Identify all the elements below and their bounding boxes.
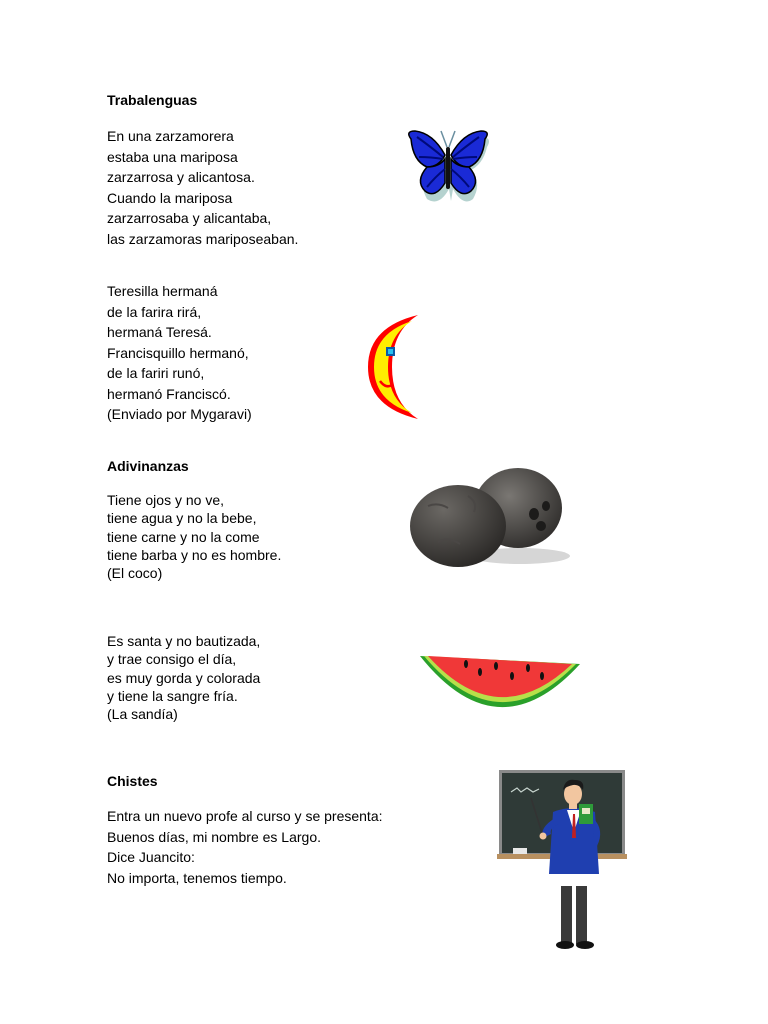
text-line: Teresilla hermaná [107, 283, 218, 299]
text-line: de la fariri runó, [107, 365, 205, 381]
text-line: es muy gorda y colorada [107, 669, 261, 686]
crescent-moon-icon [366, 313, 424, 421]
text-line: En una zarzamorera [107, 128, 234, 144]
text-line: Cuando la mariposa [107, 189, 233, 206]
text-line: tiene carne y no la come [107, 528, 260, 545]
tongue-twister-2 [107, 281, 252, 425]
heading-adivinanzas: Adivinanzas [107, 458, 189, 474]
text-line: Entra un nuevo profe al curso y se presenta: [107, 808, 383, 824]
text-line: estaba una mariposa [107, 148, 238, 165]
text-line: tiene agua y no la bebe, [107, 510, 257, 527]
teacher-at-blackboard-icon [497, 768, 629, 952]
text-line: Tiene ojos y no ve, [107, 492, 224, 508]
text-line: tiene barba y no es hombre. [107, 546, 282, 563]
coconut-icon [408, 466, 574, 570]
riddle-2 [107, 632, 260, 723]
text-line: Es santa y no bautizada, [107, 633, 261, 649]
text-line: zarzarrosaba y alicantaba, [107, 210, 272, 226]
text-line: hermaná Teresá. [107, 324, 212, 340]
text-line: y trae consigo el día, [107, 651, 237, 668]
text-line: (Enviado por Mygaravi) [107, 406, 252, 422]
heading-chistes: Chistes [107, 773, 158, 789]
text-line: Francisquillo hermanó, [107, 344, 249, 361]
text-line: Buenos días, mi nombre es Largo. [107, 828, 322, 845]
text-line: zarzarrosa y alicantosa. [107, 169, 255, 185]
riddle-1 [107, 491, 281, 582]
watermelon-slice-icon [418, 654, 582, 712]
text-line: de la farira rirá, [107, 303, 202, 320]
joke [107, 806, 383, 888]
butterfly-icon [403, 127, 493, 203]
text-line: (La sandía) [107, 706, 178, 723]
text-line: Dice Juancito: [107, 849, 195, 865]
text-line: hermanó Franciscó. [107, 385, 231, 402]
text-line: y tiene la sangre fría. [107, 687, 238, 704]
tongue-twister-1 [107, 126, 298, 249]
heading-trabalenguas: Trabalenguas [107, 92, 198, 108]
text-line: las zarzamoras mariposeaban. [107, 230, 299, 247]
text-line: No importa, tenemos tiempo. [107, 869, 287, 886]
text-line: (El coco) [107, 565, 163, 582]
